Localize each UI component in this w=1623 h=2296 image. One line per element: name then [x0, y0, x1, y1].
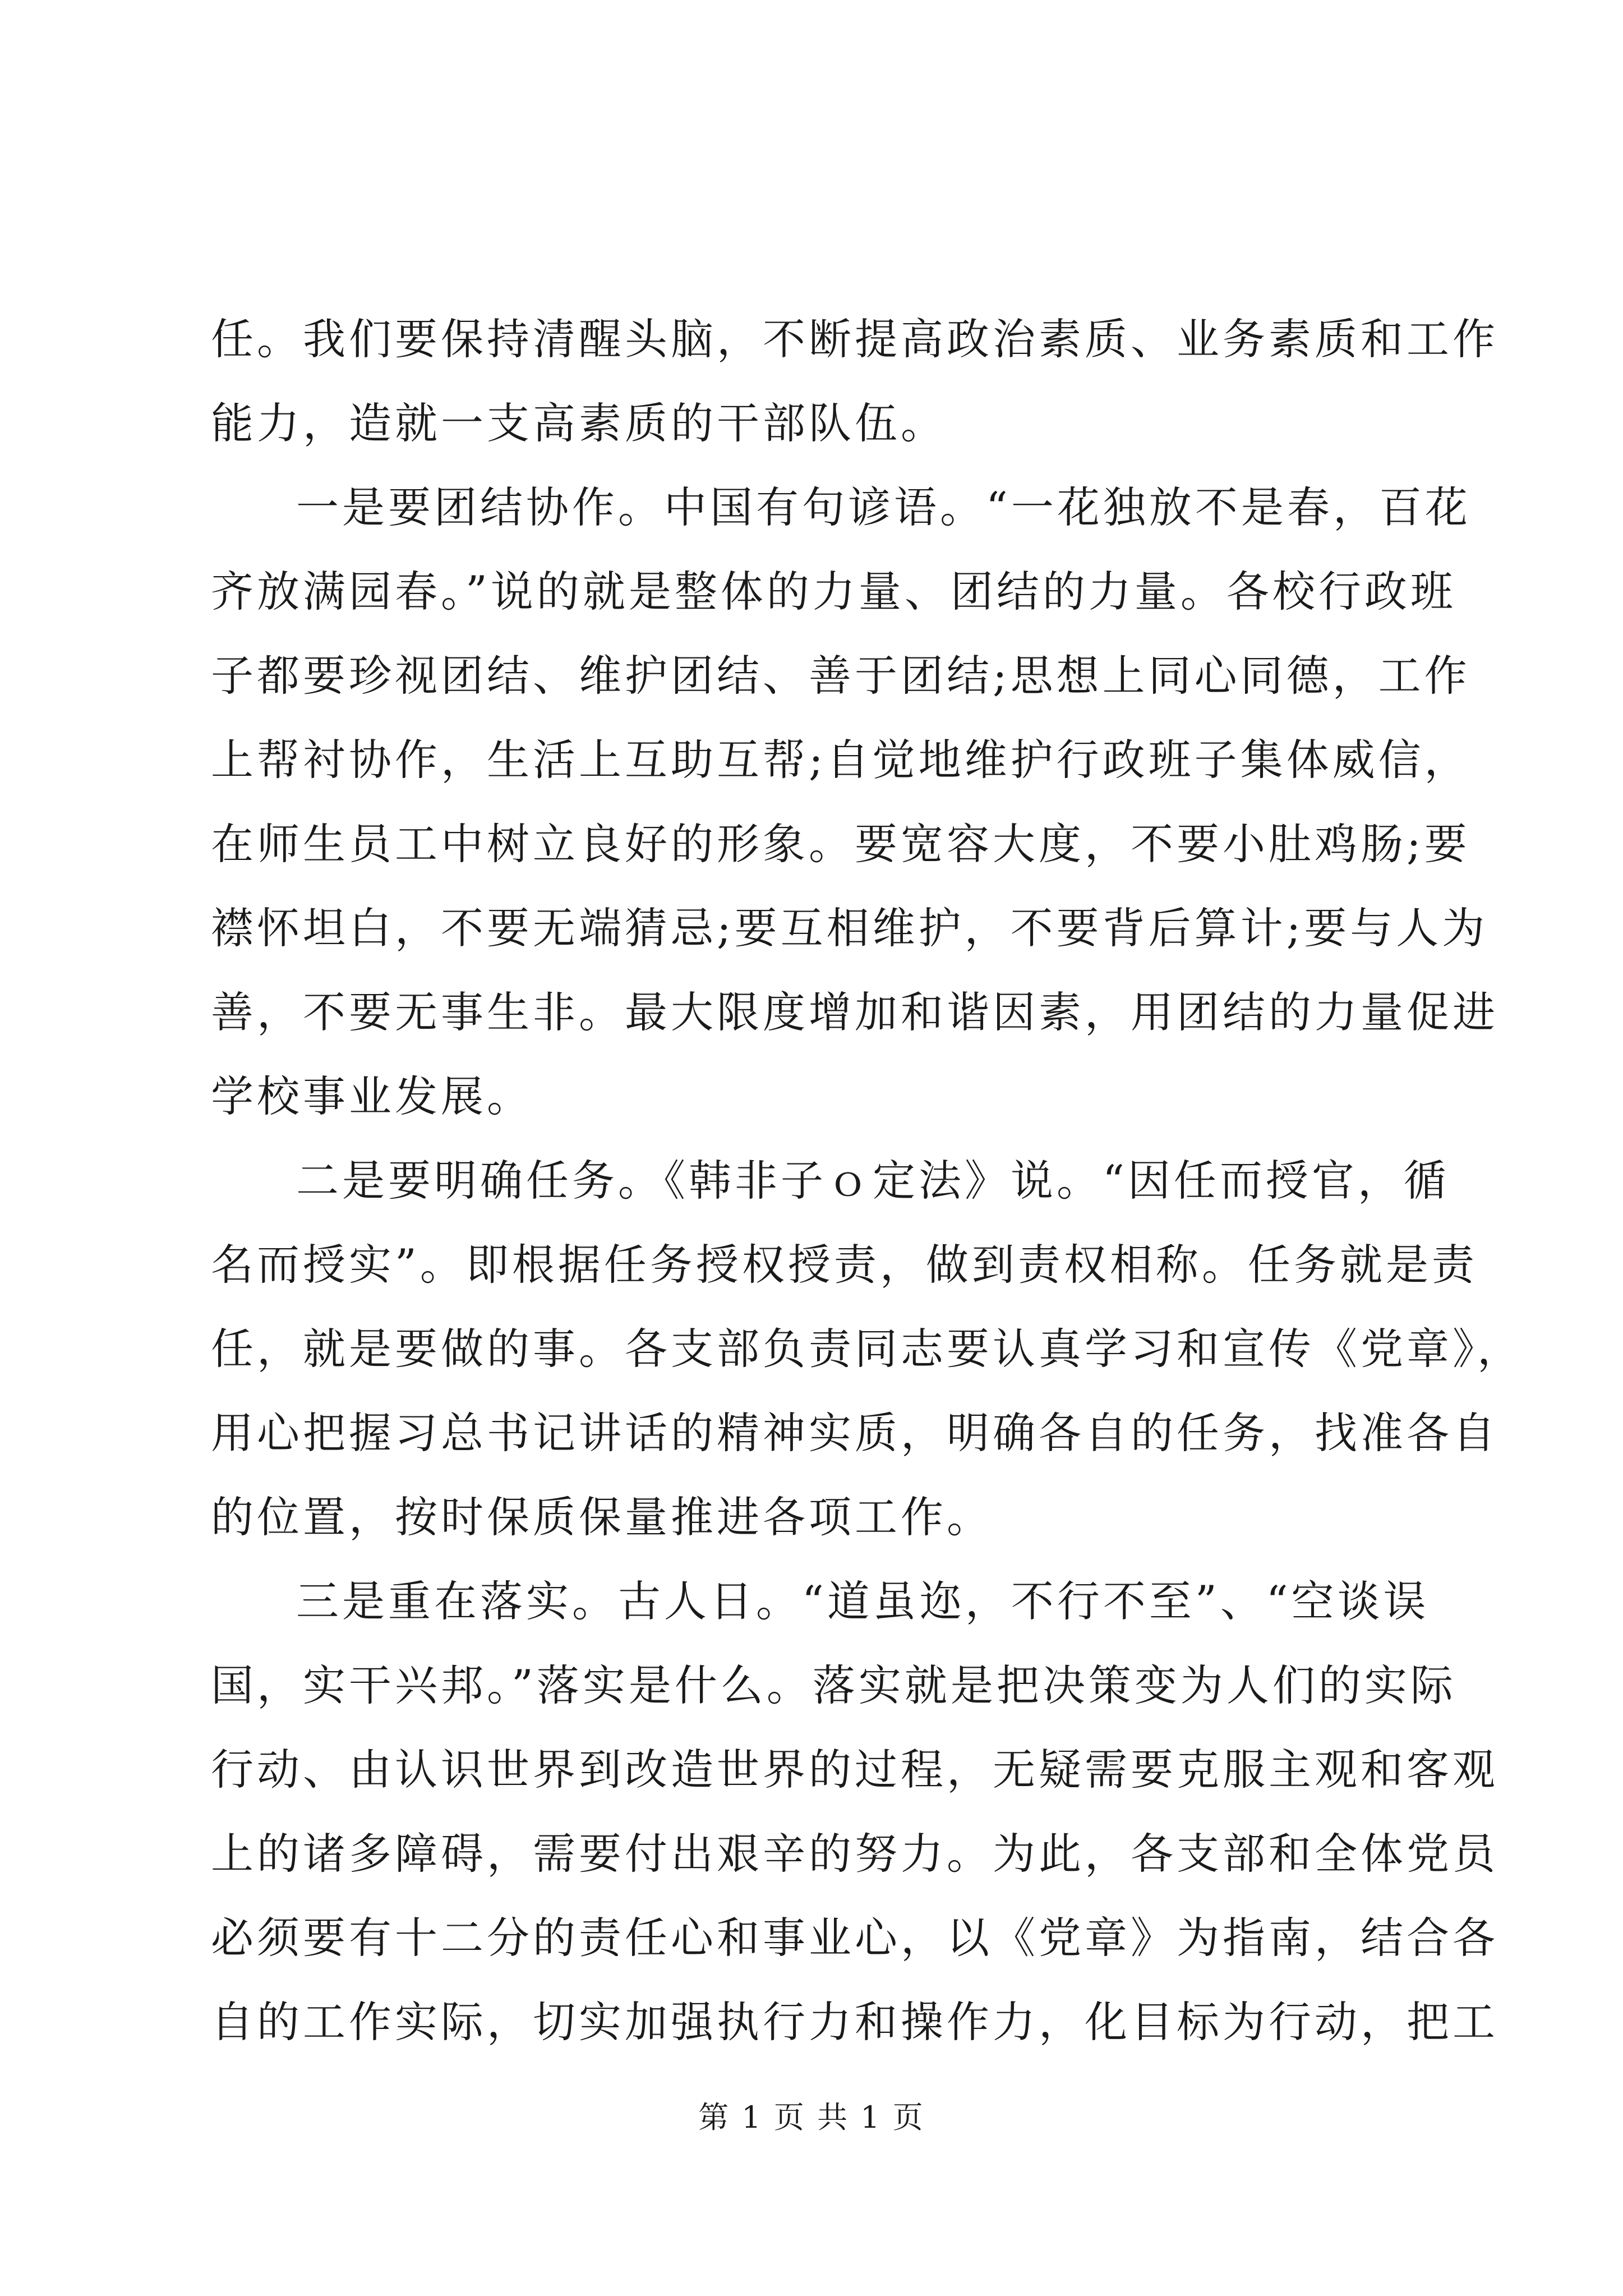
text-line: 学校事业发展。 — [211, 1071, 533, 1121]
text-line: 行动、由认识世界到改造世界的过程，无疑需要克服主观和客观 — [211, 1745, 1498, 1795]
text-line: 的位置，按时保质保量推进各项工作。 — [211, 1492, 993, 1542]
text-line: 任。我们要保持清醒头脑，不断提高政治素质、业务素质和工作 — [211, 314, 1498, 364]
paragraph-start-line: 一是要团结协作。中国有句谚语。“一花独放不是春，百花 — [296, 482, 1471, 532]
text-line: 用心把握习总书记讲话的精神实质，明确各自的任务，找准各自 — [211, 1408, 1498, 1458]
text-line: 国，实干兴邦。”落实是什么。落实就是把决策变为人们的实际 — [211, 1660, 1456, 1710]
text-line: 子都要珍视团结、维护团结、善于团结;思想上同心同德，工作 — [211, 651, 1470, 701]
page-footer — [0, 2098, 1623, 2137]
text-line: 自的工作实际，切实加强执行力和操作力，化目标为行动，把工 — [211, 1997, 1498, 2047]
text-line: 必须要有十二分的责任心和事业心，以《党章》为指南，结合各 — [211, 1913, 1498, 1963]
text-line: 名而授实”。即根据任务授权授责，做到责权相称。任务就是责 — [211, 1240, 1478, 1290]
text-line: 能力，造就一支高素质的干部队伍。 — [211, 398, 947, 448]
text-line: 任，就是要做的事。各支部负责同志要认真学习和宣传《党章》， — [211, 1324, 1523, 1374]
text-line: 在师生员工中树立良好的形象。要宽容大度，不要小肚鸡肠;要 — [211, 819, 1470, 869]
paragraph-start-line: 二是要明确任务。《韩非子ｏ定法》说。“因任而授官，循 — [296, 1156, 1450, 1205]
paragraph-start-line: 三是重在落实。古人日。“道虽迩，不行不至”、“空谈误 — [296, 1576, 1430, 1626]
text-line: 善，不要无事生非。最大限度增加和谐因素，用团结的力量促进 — [211, 987, 1498, 1037]
document-body — [211, 297, 1523, 2064]
text-line: 齐放满园春。”说的就是整体的力量、团结的力量。各校行政班 — [211, 567, 1456, 616]
text-line: 襟怀坦白，不要无端猜忌;要互相维护，不要背后算计;要与人为 — [211, 903, 1488, 953]
text-line: 上的诸多障碍，需要付出艰辛的努力。为此，各支部和全体党员 — [211, 1829, 1498, 1879]
page-number-label: 第 1 页 共 1 页 — [698, 2100, 925, 2135]
text-line: 上帮衬协作，生活上互助互帮;自觉地维护行政班子集体威信， — [211, 735, 1470, 785]
